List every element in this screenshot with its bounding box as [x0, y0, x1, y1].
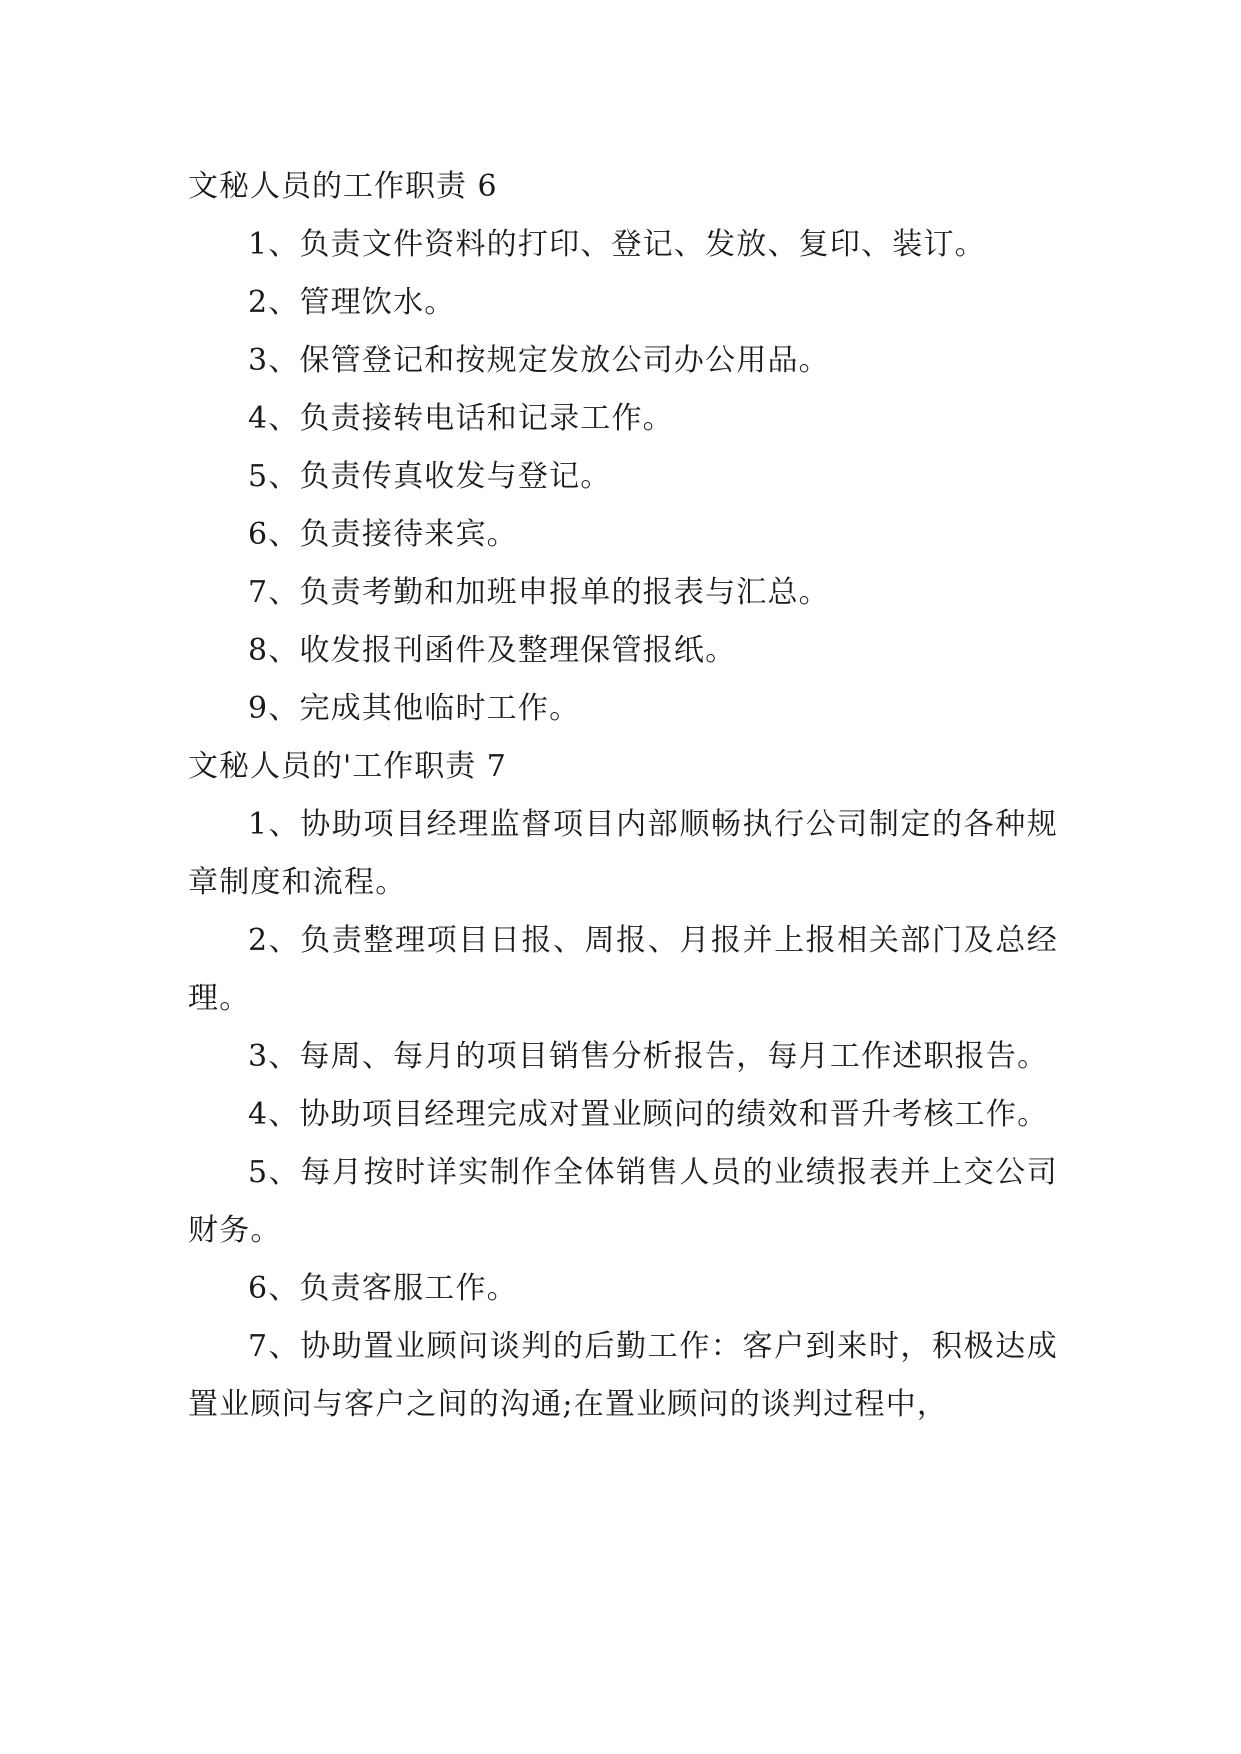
section-7-item-4: 4、协助项目经理完成对置业顾问的绩效和晋升考核工作。: [248, 1097, 1049, 1132]
section-7-title: 文秘人员的'工作职责 7: [188, 749, 507, 784]
section-6-item-8: 8、收发报刊函件及整理保管报纸。: [248, 633, 737, 668]
section-7-item-7: 7、协助置业顾问谈判的后勤工作：客户到来时，积极达成置业顾问与客户之间的沟通;在置业顾问的谈判过程中，: [188, 1329, 1058, 1422]
document-body: [188, 158, 1058, 1434]
section-7-item-2: 2、负责整理项目日报、周报、月报并上报相关部门及总经理。: [188, 923, 1058, 1016]
section-6-title: 文秘人员的工作职责 6: [188, 169, 498, 204]
section-7-item-1: 1、协助项目经理监督项目内部顺畅执行公司制定的各种规章制度和流程。: [188, 807, 1058, 900]
section-6-item-3: 3、保管登记和按规定发放公司办公用品。: [248, 343, 830, 378]
section-6-item-6: 6、负责接待来宾。: [248, 517, 518, 552]
section-6-item-7: 7、负责考勤和加班申报单的报表与汇总。: [248, 575, 830, 610]
section-7-item-6: 6、负责客服工作。: [248, 1271, 518, 1306]
section-6-item-4: 4、负责接转电话和记录工作。: [248, 401, 674, 436]
section-6-item-5: 5、负责传真收发与登记。: [248, 459, 612, 494]
section-6-item-1: 1、负责文件资料的打印、登记、发放、复印、装订。: [248, 227, 986, 262]
section-7-item-5: 5、每月按时详实制作全体销售人员的业绩报表并上交公司财务。: [188, 1155, 1058, 1248]
section-6-item-2: 2、管理饮水。: [248, 285, 456, 320]
section-7-item-3: 3、每周、每月的项目销售分析报告，每月工作述职报告。: [248, 1039, 1049, 1074]
section-6-item-9: 9、完成其他临时工作。: [248, 691, 581, 726]
